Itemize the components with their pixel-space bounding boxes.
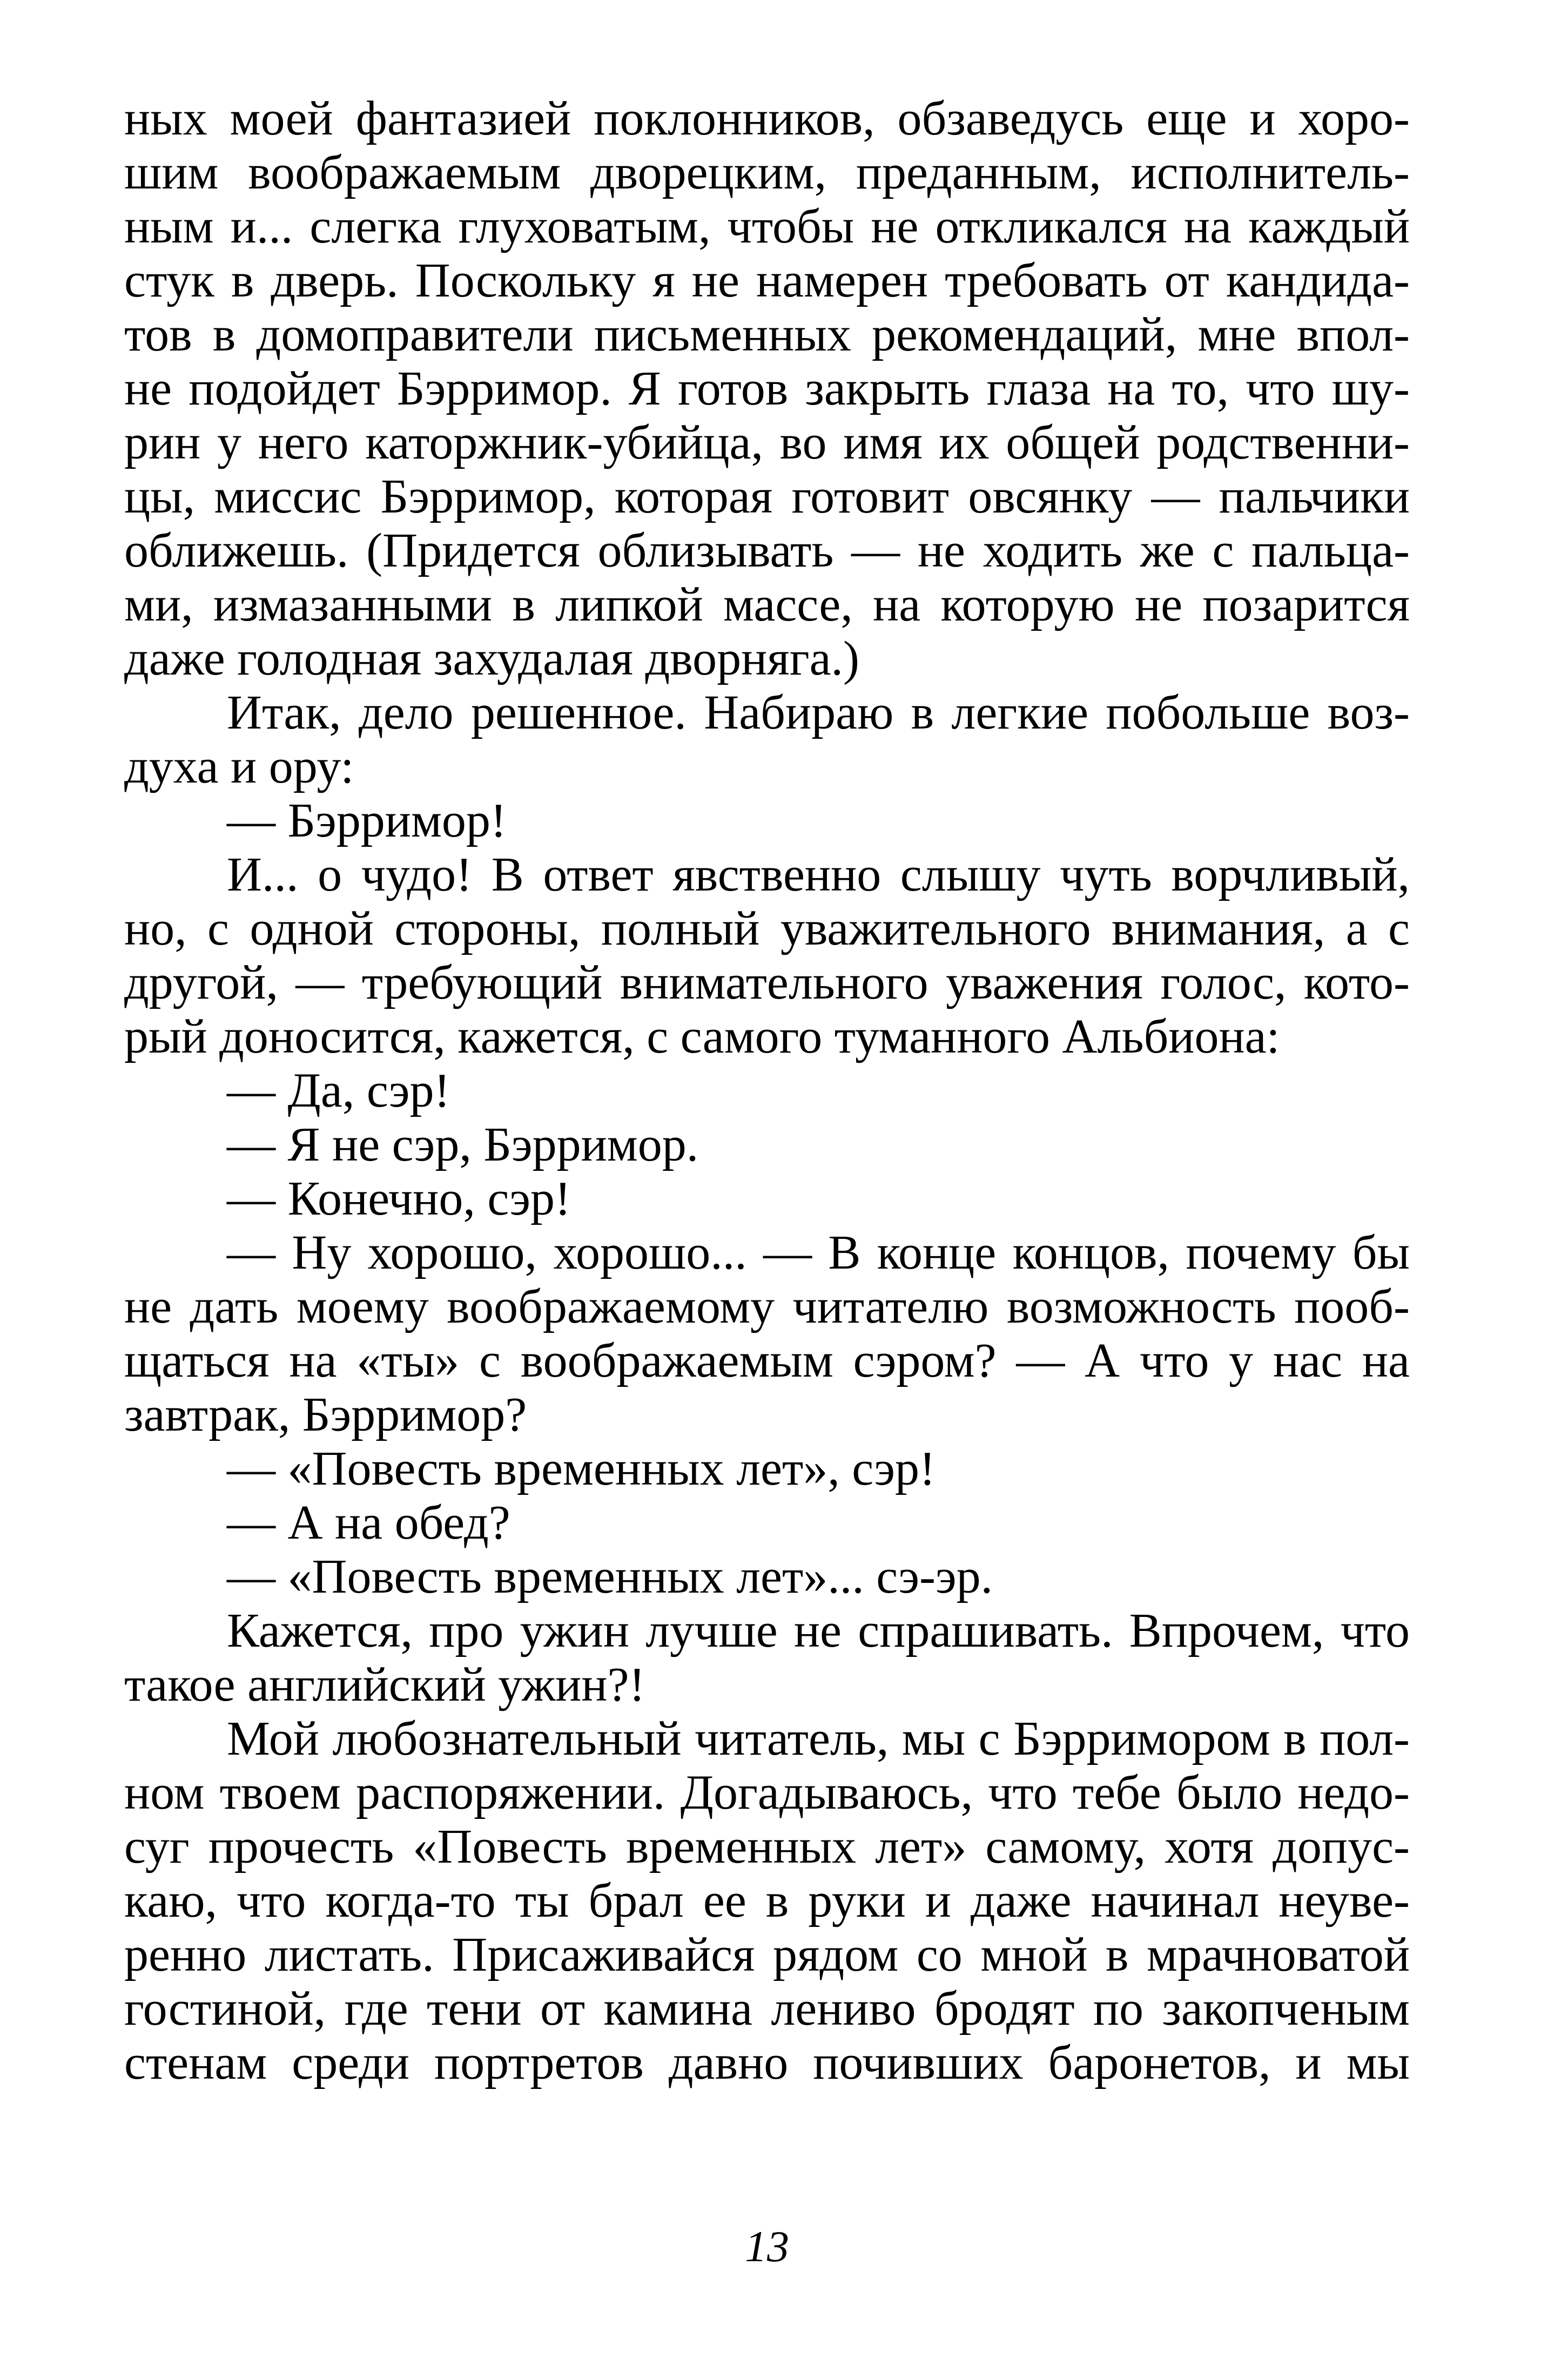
dialogue-line: — Я не сэр, Бэрримор. xyxy=(227,1118,699,1171)
text-line: завтрак, Бэрримор? xyxy=(124,1388,527,1441)
text-line: Итак, дело решенное. Набираю в легкие побольше воз- xyxy=(227,686,1410,739)
text-line: не подойдет Бэрримор. Я готов закрыть глаза на то, что шу- xyxy=(124,362,1410,415)
text-line: ным и... слегка глуховатым, чтобы не откликался на каждый xyxy=(124,200,1410,253)
text-line: шим воображаемым дворецким, преданным, исполнитель- xyxy=(124,146,1410,199)
text-line: ренно листать. Присаживайся рядом со мной в мрачноватой xyxy=(124,1928,1410,1981)
text-line: щаться на «ты» с воображаемым сэром? — А что у нас на xyxy=(124,1334,1410,1387)
text-line: ных моей фантазией поклонников, обзаведусь еще и хоро- xyxy=(124,92,1410,145)
text-line: Кажется, про ужин лучше не спрашивать. Впрочем, что xyxy=(227,1604,1410,1657)
dialogue-line: — А на обед? xyxy=(227,1496,510,1549)
dialogue-line: — «Повесть временных лет»... сэ-эр. xyxy=(227,1550,993,1603)
text-line: Мой любознательный читатель, мы с Бэрримором в пол- xyxy=(227,1712,1410,1765)
text-line: суг прочесть «Повесть временных лет» самому, хотя допус- xyxy=(124,1820,1410,1873)
text-line: рин у него каторжник-убийца, во имя их общей родственни- xyxy=(124,416,1410,469)
text-line: оближешь. (Придется облизывать — не ходить же с пальца- xyxy=(124,524,1410,577)
book-page xyxy=(124,92,1410,2317)
text-line: ми, измазанными в липкой массе, на которую не позарится xyxy=(124,578,1410,631)
text-line: стук в дверь. Поскольку я не намерен требовать от кандида- xyxy=(124,254,1410,307)
dialogue-line: — Ну хорошо, хорошо... — В конце концов, почему бы xyxy=(227,1226,1410,1279)
page-number: 13 xyxy=(745,2222,789,2271)
text-line: каю, что когда-то ты брал ее в руки и даже начинал неуве- xyxy=(124,1874,1410,1927)
text-line: даже голодная захудалая дворняга.) xyxy=(124,632,860,685)
text-line: такое английский ужин?! xyxy=(124,1658,645,1711)
text-line: другой, — требующий внимательного уважения голос, кото- xyxy=(124,956,1410,1009)
text-line: но, с одной стороны, полный уважительного внимания, а с xyxy=(124,902,1410,955)
text-line: И... о чудо! В ответ явственно слышу чуть ворчливый, xyxy=(227,848,1410,901)
text-line: гостиной, где тени от камина лениво бродят по закопченым xyxy=(124,1982,1410,2035)
text-line: тов в домоправители письменных рекомендаций, мне впол- xyxy=(124,308,1410,361)
text-line: стенам среди портретов давно почивших баронетов, и мы xyxy=(124,2036,1410,2089)
body-text xyxy=(124,92,1410,2090)
text-line: рый доносится, кажется, с самого туманного Альбиона: xyxy=(124,1010,1280,1063)
dialogue-line: — Да, сэр! xyxy=(227,1064,450,1117)
text-line: духа и ору: xyxy=(124,740,354,793)
dialogue-line: — «Повесть временных лет», сэр! xyxy=(227,1442,936,1495)
dialogue-line: — Конечно, сэр! xyxy=(227,1172,571,1225)
text-line: цы, миссис Бэрримор, которая готовит овсянку — пальчики xyxy=(124,470,1410,523)
dialogue-line: — Бэрримор! xyxy=(227,794,507,847)
text-line: ном твоем распоряжении. Догадываюсь, что тебе было недо- xyxy=(124,1766,1410,1819)
text-line: не дать моему воображаемому читателю возможность пооб- xyxy=(124,1280,1410,1333)
